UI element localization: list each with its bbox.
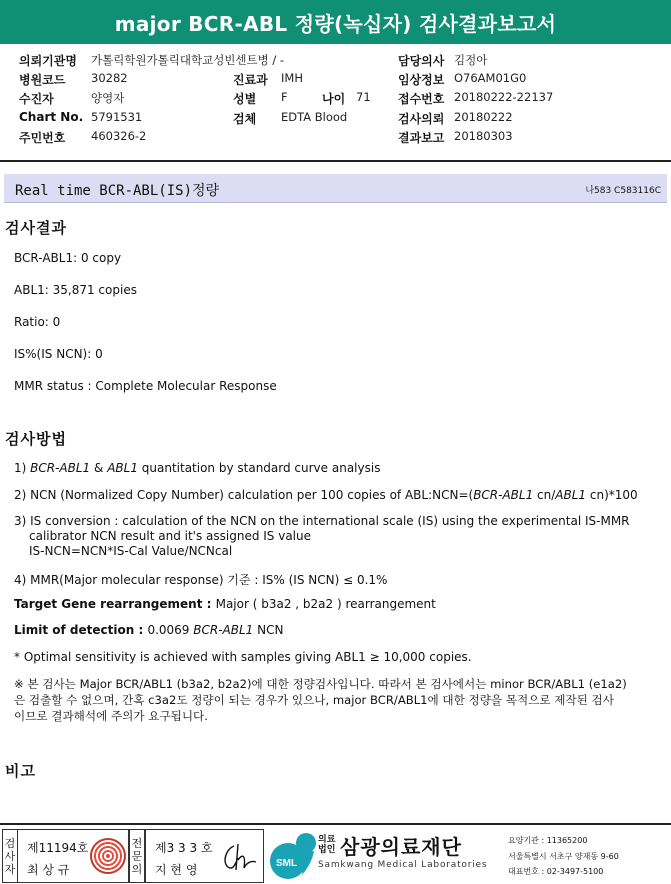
lod-unit: NCN [253,623,284,637]
method-text: & [90,461,108,475]
specimen-label: 검체 [233,112,257,126]
examiner-label-char: 자 [4,862,16,876]
request-label: 검사의뢰 [398,112,445,126]
institution-value: 가톨릭학원가톨릭대학교성빈센트병 / - [91,53,285,67]
examiner-seal-icon [90,838,126,874]
sex-label: 성별 [233,92,257,106]
confirmer-label-char: 문 [131,849,143,863]
examiner-license-no: 제11194호 [27,841,89,855]
method-line-3c: IS-NCN=NCN*IS-Cal Value/NCNcal [29,544,233,558]
confirmer-license-no: 제3 3 3 호 [155,841,213,855]
confirmer-signature-box [145,829,264,883]
info-row [0,71,671,90]
sex-value: F [281,90,288,104]
corp-prefix: 법인 [318,845,336,855]
results-title: 검사결과 [5,219,67,237]
test-name: Real time BCR-ABL(IS)정량 [15,183,220,199]
examiner-label-char: 검 [4,836,16,850]
method-line-4: 4) MMR(Major molecular response) 기준 : IS% (IS NCN) ≤ 0.1% [14,573,388,587]
hospital-code-label: 병원코드 [19,73,66,87]
method-line-1 [14,461,380,475]
institution-label: 의뢰기관명 [19,54,77,68]
dept-value: IMH [281,71,303,85]
gene-name: ABL1 [555,488,587,502]
method-text: 2) NCN (Normalized Copy Number) calculation per 100 copies of ABL:NCN=( [14,488,474,502]
corp-english-name: Samkwang Medical Laboratories [318,860,488,870]
method-text: quantitation by standard curve analysis [137,461,381,475]
sensitivity-note: * Optimal sensitivity is achieved with samples giving ABL1 ≥ 10,000 copies. [14,650,472,664]
corp-phone: 대표번호 : 02-3497-5100 [508,867,604,876]
confirmer-label-char: 전 [131,836,143,850]
doctor-value: 김정아 [454,53,488,67]
patient-info-block [0,50,671,158]
dept-label: 진료과 [233,73,268,87]
chart-label: Chart No. [19,110,84,124]
method-line-3b: calibrator NCN result and it's assigned IS value [29,529,311,543]
chart-value: 5791531 [91,110,143,124]
report-date-label: 결과보고 [398,131,445,145]
method-line-3a: 3) IS conversion : calculation of the NCN on the international scale (IS) using the experimental IS-MMR [14,514,630,528]
request-value: 20180222 [454,110,513,124]
doctor-label: 담당의사 [398,54,445,68]
receipt-value: 20180222-22137 [454,90,554,104]
method-text: 1) [14,461,31,475]
gene-name: BCR-ABL1 [193,623,254,637]
header-divider [0,160,671,162]
lod-value: 0.0069 [147,623,194,637]
disclaimer-line-2: 은 검출할 수 없으며, 간혹 c3a2도 정량이 되는 경우가 있으나, major BCR/ABL1에 대한 정량을 목적으로 제작된 검사 [14,693,614,707]
footer-divider [0,823,671,825]
test-code: 나583 C583116C [585,186,661,196]
patient-value: 양영자 [91,91,125,105]
confirmer-name: 지 현 영 [155,863,198,877]
info-row [0,110,671,129]
method-text: cn)*100 [586,488,638,502]
method-text: cn/ [533,488,556,502]
specimen-value: EDTA Blood [281,110,348,124]
age-value: 71 [356,90,371,104]
signature-icon [220,840,260,874]
test-name-bar [4,174,667,203]
corp-name: 삼광의료재단 [340,835,462,859]
report-title: major BCR-ABL 정량(녹십자) 검사결과보고서 [0,0,671,44]
logo-abbr: SML [276,858,298,869]
result-line: BCR-ABL1: 0 copy [14,251,122,265]
remarks-title: 비고 [5,762,36,780]
info-row [0,129,671,148]
age-label: 나이 [322,92,346,106]
method-line-2 [14,488,638,502]
target-gene-value: Major ( b3a2 , b2a2 ) rearrangement [215,597,436,611]
resident-value: 460326-2 [91,129,147,143]
lod-label: Limit of detection : [14,623,148,637]
examiner-vertical-label [2,829,18,883]
examiner-name: 최 상 규 [27,863,70,877]
confirmer-vertical-label [129,829,145,883]
lod-line [14,623,283,637]
disclaimer-line-1: ※ 본 검사는 Major BCR/ABL1 (b3a2, b2a2)에 대한 정량검사입니다. 따라서 본 검사에서는 minor BCR/ABL1 (e1a2) [14,677,627,691]
result-line: IS%(IS NCN): 0 [14,347,103,361]
footer [0,827,671,884]
clinical-label: 임상정보 [398,73,445,87]
gene-name: ABL1 [107,461,138,475]
hospital-code-value: 30282 [91,71,128,85]
patient-label: 수진자 [19,92,54,106]
method-title: 검사방법 [5,430,67,448]
corp-prefix: 의료 [318,835,336,845]
report-date-value: 20180303 [454,129,513,143]
result-line: Ratio: 0 [14,315,61,329]
gene-name: BCR-ABL1 [30,461,91,475]
target-gene-line [14,597,436,611]
clinical-value: O76AM01G0 [454,71,527,85]
examiner-label-char: 사 [4,849,16,863]
confirmer-label-char: 의 [131,862,143,876]
target-gene-label: Target Gene rearrangement : [14,597,216,611]
result-line: ABL1: 35,871 copies [14,283,137,297]
gene-name: BCR-ABL1 [473,488,534,502]
examiner-signature-box [17,829,129,883]
sml-logo-icon [268,831,320,881]
corp-institution-code: 요양기관 : 11365200 [508,836,588,845]
resident-label: 주민번호 [19,131,66,145]
result-line: MMR status : Complete Molecular Response [14,379,277,393]
disclaimer-line-3: 이므로 결과해석에 주의가 요구됩니다. [14,709,208,723]
corp-address: 서울특별시 서초구 양재동 9-60 [508,852,619,861]
info-row [0,90,671,109]
info-row [0,52,671,71]
receipt-label: 접수번호 [398,92,445,106]
